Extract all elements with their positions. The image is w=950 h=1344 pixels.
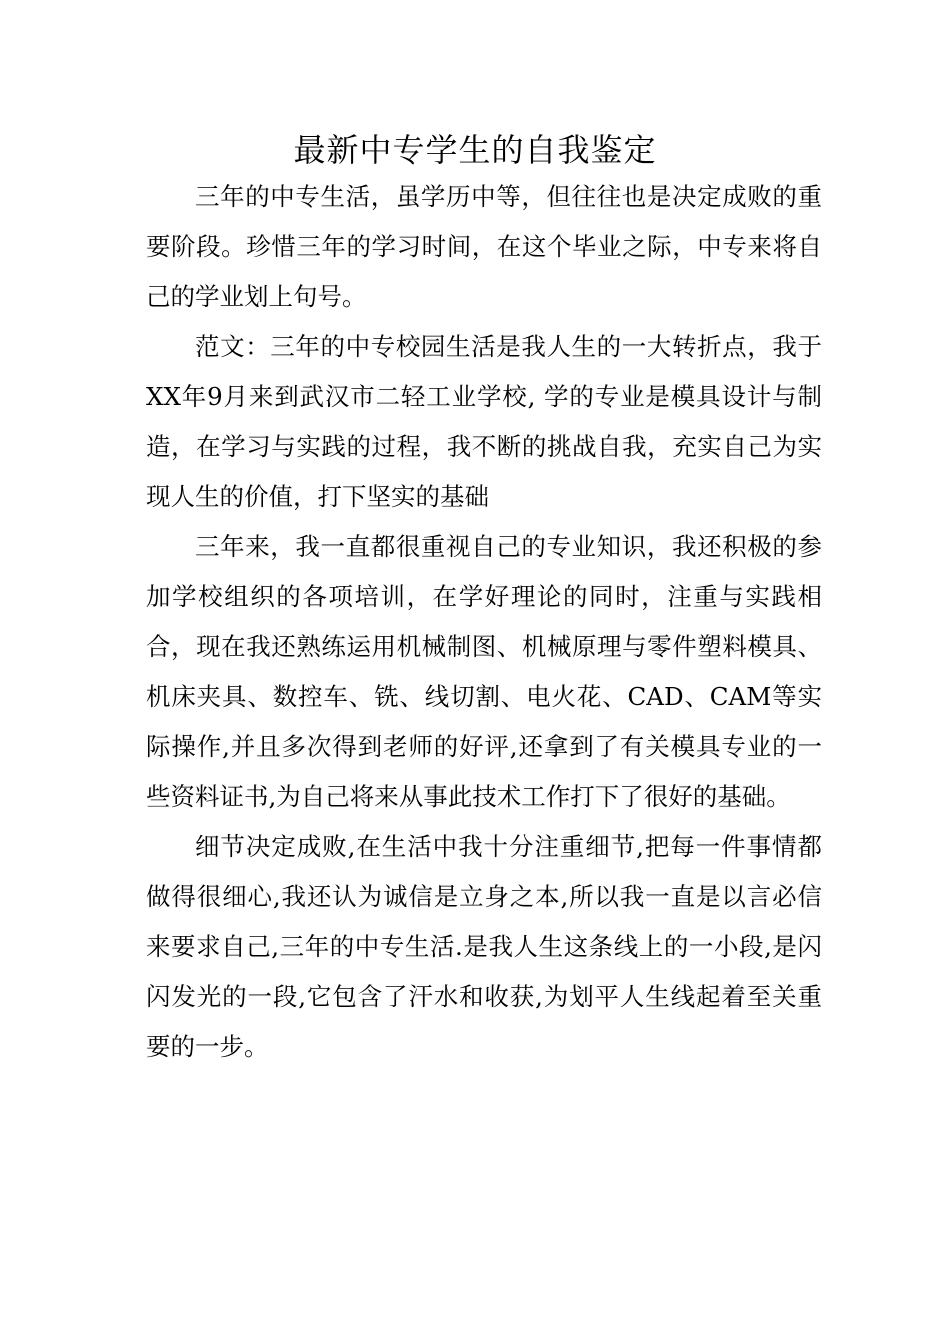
paragraph-sample: 范文：三年的中专校园生活是我人生的一大转折点，我于XX年9月来到武汉市二轻工业学校, 学的专业是模具设计与制造，在学习与实践的过程，我不断的挑战自我，充实自己为实现人生的价值，打下坚实的基础 — [146, 332, 822, 511]
paragraph-study: 三年来，我一直都很重视自己的专业知识，我还积极的参加学校组织的各项培训，在学好理论的同时，注重与实践相合，现在我还熟练运用机械制图、机械原理与零件塑料模具、机床夹具、数控车、铣、线切割、电火花、CAD、CAM等实际操作,并且多次得到老师的好评,还拿到了有关模具专业的一些资料证书,为自己将来从事此技术工作打下了很好的基础。 — [146, 532, 822, 811]
paragraph-intro: 三年的中专生活，虽学历中等，但往往也是决定成败的重要阶段。珍惜三年的学习时间，在这个毕业之际，中专来将自己的学业划上句号。 — [146, 182, 822, 311]
paragraph-details: 细节决定成败,在生活中我十分注重细节,把每一件事情都做得很细心,我还认为诚信是立身之本,所以我一直是以言必信来要求自己,三年的中专生活.是我人生这条线上的一小段,是闪闪发光的一段,它包含了汗水和收获,为划平人生线起着至关重要的一步。 — [146, 832, 822, 1061]
document-title: 最新中专学生的自我鉴定 — [293, 131, 657, 169]
document-body — [146, 172, 822, 1072]
